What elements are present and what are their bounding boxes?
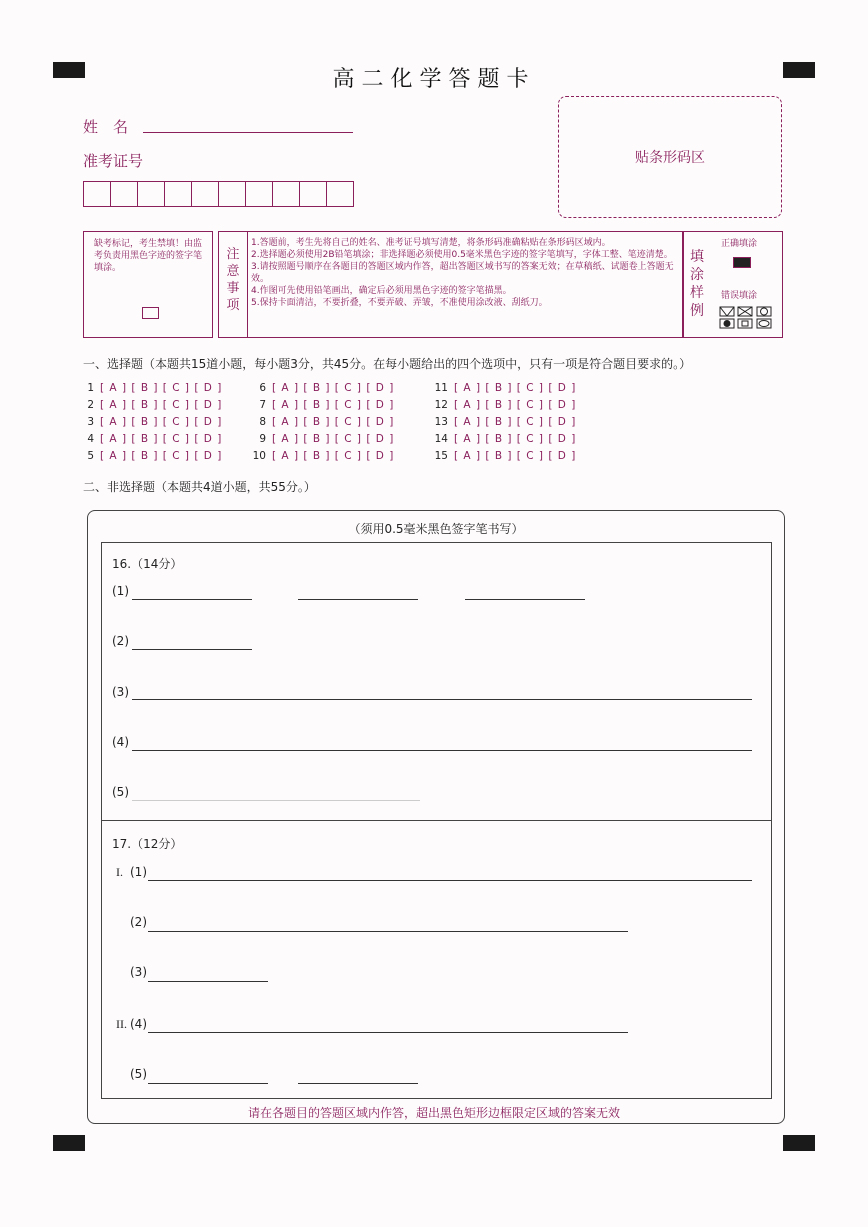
q17-part5-label: (5) bbox=[130, 1067, 147, 1081]
exam-id-grid[interactable] bbox=[83, 181, 354, 207]
mc-row[interactable]: 9 [ A ] [ B ] [ C ] [ D ] bbox=[259, 433, 395, 445]
name-label: 姓 名 bbox=[83, 118, 129, 136]
q16-part1-blank-c[interactable] bbox=[465, 599, 585, 600]
answer-instruction: （须用0.5毫米黑色签字笔书写） bbox=[348, 522, 524, 536]
correct-fill-label: 正确填涂 bbox=[721, 239, 758, 249]
mc-row[interactable]: 14 [ A ] [ B ] [ C ] [ D ] bbox=[434, 433, 577, 445]
correct-fill-sample bbox=[733, 257, 751, 268]
name-field[interactable] bbox=[143, 114, 353, 133]
q17-part5-blank-b[interactable] bbox=[298, 1083, 418, 1084]
mc-row[interactable]: 2 [ A ] [ B ] [ C ] [ D ] bbox=[87, 399, 223, 411]
mc-column-3 bbox=[434, 382, 576, 467]
wrong-fill-icons bbox=[719, 306, 779, 330]
wrong-fill-samples bbox=[719, 306, 779, 330]
q17-part3-blank[interactable] bbox=[148, 981, 268, 982]
q17-part2-label: (2) bbox=[130, 915, 147, 929]
note-item: 4.作图可先使用铅笔画出，确定后必须用黑色字迹的签字笔描黑。 bbox=[251, 286, 512, 296]
mc-row[interactable]: 13 [ A ] [ B ] [ C ] [ D ] bbox=[434, 416, 577, 428]
q17-title: 17.（12分） bbox=[112, 837, 183, 851]
mc-row[interactable]: 10 [ A ] [ B ] [ C ] [ D ] bbox=[252, 450, 395, 462]
notes-header: 注 意 事 项 bbox=[226, 247, 240, 313]
note-item: 1.答题前，考生先将自己的姓名、准考证号填写清楚，将条形码准确粘贴在条形码区域内。 bbox=[251, 238, 611, 248]
note-item: 2.选择题必须使用2B铅笔填涂；非选择题必须使用0.5毫米黑色字迹的签字笔填写，字体工整、笔迹清楚。 bbox=[251, 250, 673, 260]
answer-area bbox=[87, 510, 785, 1124]
q16-part3-label: (3) bbox=[112, 685, 129, 699]
mc-row[interactable]: 3 [ A ] [ B ] [ C ] [ D ] bbox=[87, 416, 223, 428]
fill-example-box bbox=[682, 231, 783, 338]
footer-warning: 请在各题目的答题区域内作答，超出黑色矩形边框限定区域的答案无效 bbox=[247, 1106, 620, 1120]
mc-row[interactable]: 15 [ A ] [ B ] [ C ] [ D ] bbox=[434, 450, 577, 462]
q16-part2-blank[interactable] bbox=[132, 649, 252, 650]
q17-part-II-label: II. bbox=[116, 1017, 127, 1031]
q17-part1-blank[interactable] bbox=[148, 880, 752, 881]
q17-part-I-label: I. bbox=[116, 865, 123, 879]
absent-mark-text: 缺考标记，考生禁填！由监考负责用黑色字迹的签字笔填涂。 bbox=[94, 239, 203, 273]
q17-part3-label: (3) bbox=[130, 965, 147, 979]
q16-part1-label: (1) bbox=[112, 584, 129, 598]
mc-row[interactable]: 1 [ A ] [ B ] [ C ] [ D ] bbox=[87, 382, 223, 394]
exam-id-label: 准考证号 bbox=[83, 152, 144, 170]
page-title: 高二化学答题卡 bbox=[332, 67, 536, 92]
q17-part4-label: (4) bbox=[130, 1017, 147, 1031]
q16-part4-label: (4) bbox=[112, 735, 129, 749]
q16-part5-blank[interactable] bbox=[132, 800, 420, 801]
q17-box bbox=[101, 819, 772, 1099]
mc-column-2 bbox=[252, 382, 394, 467]
q16-part1-blank-b[interactable] bbox=[298, 599, 418, 600]
mc-row[interactable]: 5 [ A ] [ B ] [ C ] [ D ] bbox=[87, 450, 223, 462]
fill-example-header: 填 涂 样 例 bbox=[690, 249, 704, 319]
registration-mark-bottom-left bbox=[53, 1135, 85, 1151]
q17-part5-blank-a[interactable] bbox=[148, 1083, 268, 1084]
q17-part4-blank[interactable] bbox=[148, 1032, 628, 1033]
q17-part1-label: (1) bbox=[130, 865, 147, 879]
note-item: 3.请按照题号顺序在各题目的答题区域内作答，超出答题区域书写的答案无效；在草稿纸、试题卷上答题无效。 bbox=[251, 262, 674, 284]
barcode-area bbox=[558, 96, 782, 218]
q16-title: 16.（14分） bbox=[112, 557, 183, 571]
registration-mark-bottom-right bbox=[783, 1135, 815, 1151]
section2-heading: 二、非选择题（本题共4道小题，共55分。） bbox=[83, 480, 316, 494]
q16-part2-label: (2) bbox=[112, 634, 129, 648]
q16-part1-blank-a[interactable] bbox=[132, 599, 252, 600]
wrong-fill-label: 错误填涂 bbox=[721, 291, 758, 301]
absent-mark-box bbox=[83, 231, 213, 338]
section1-heading: 一、选择题（本题共15道小题，每小题3分，共45分。在每小题给出的四个选项中，只有一项是符合题目要求的。） bbox=[83, 357, 692, 371]
mc-column-1 bbox=[80, 382, 222, 467]
notes-box bbox=[218, 231, 684, 338]
mc-row[interactable]: 12 [ A ] [ B ] [ C ] [ D ] bbox=[434, 399, 577, 411]
mc-row[interactable]: 11 [ A ] [ B ] [ C ] [ D ] bbox=[434, 382, 577, 394]
mc-row[interactable]: 7 [ A ] [ B ] [ C ] [ D ] bbox=[259, 399, 395, 411]
note-item: 5.保持卡面清洁，不要折叠，不要弄破、弄皱，不准使用涂改液、刮纸刀。 bbox=[251, 298, 548, 308]
notes-list bbox=[251, 237, 677, 309]
q17-part2-blank[interactable] bbox=[148, 931, 628, 932]
mc-row[interactable]: 6 [ A ] [ B ] [ C ] [ D ] bbox=[259, 382, 395, 394]
q16-part5-label: (5) bbox=[112, 785, 129, 799]
mc-row[interactable]: 8 [ A ] [ B ] [ C ] [ D ] bbox=[259, 416, 395, 428]
q16-box bbox=[101, 542, 772, 821]
mc-row[interactable]: 4 [ A ] [ B ] [ C ] [ D ] bbox=[87, 433, 223, 445]
absent-mark-checkbox[interactable] bbox=[142, 307, 159, 319]
q16-part3-blank[interactable] bbox=[132, 699, 752, 700]
q16-part4-blank[interactable] bbox=[132, 750, 752, 751]
barcode-area-label: 贴条形码区 bbox=[635, 150, 705, 166]
